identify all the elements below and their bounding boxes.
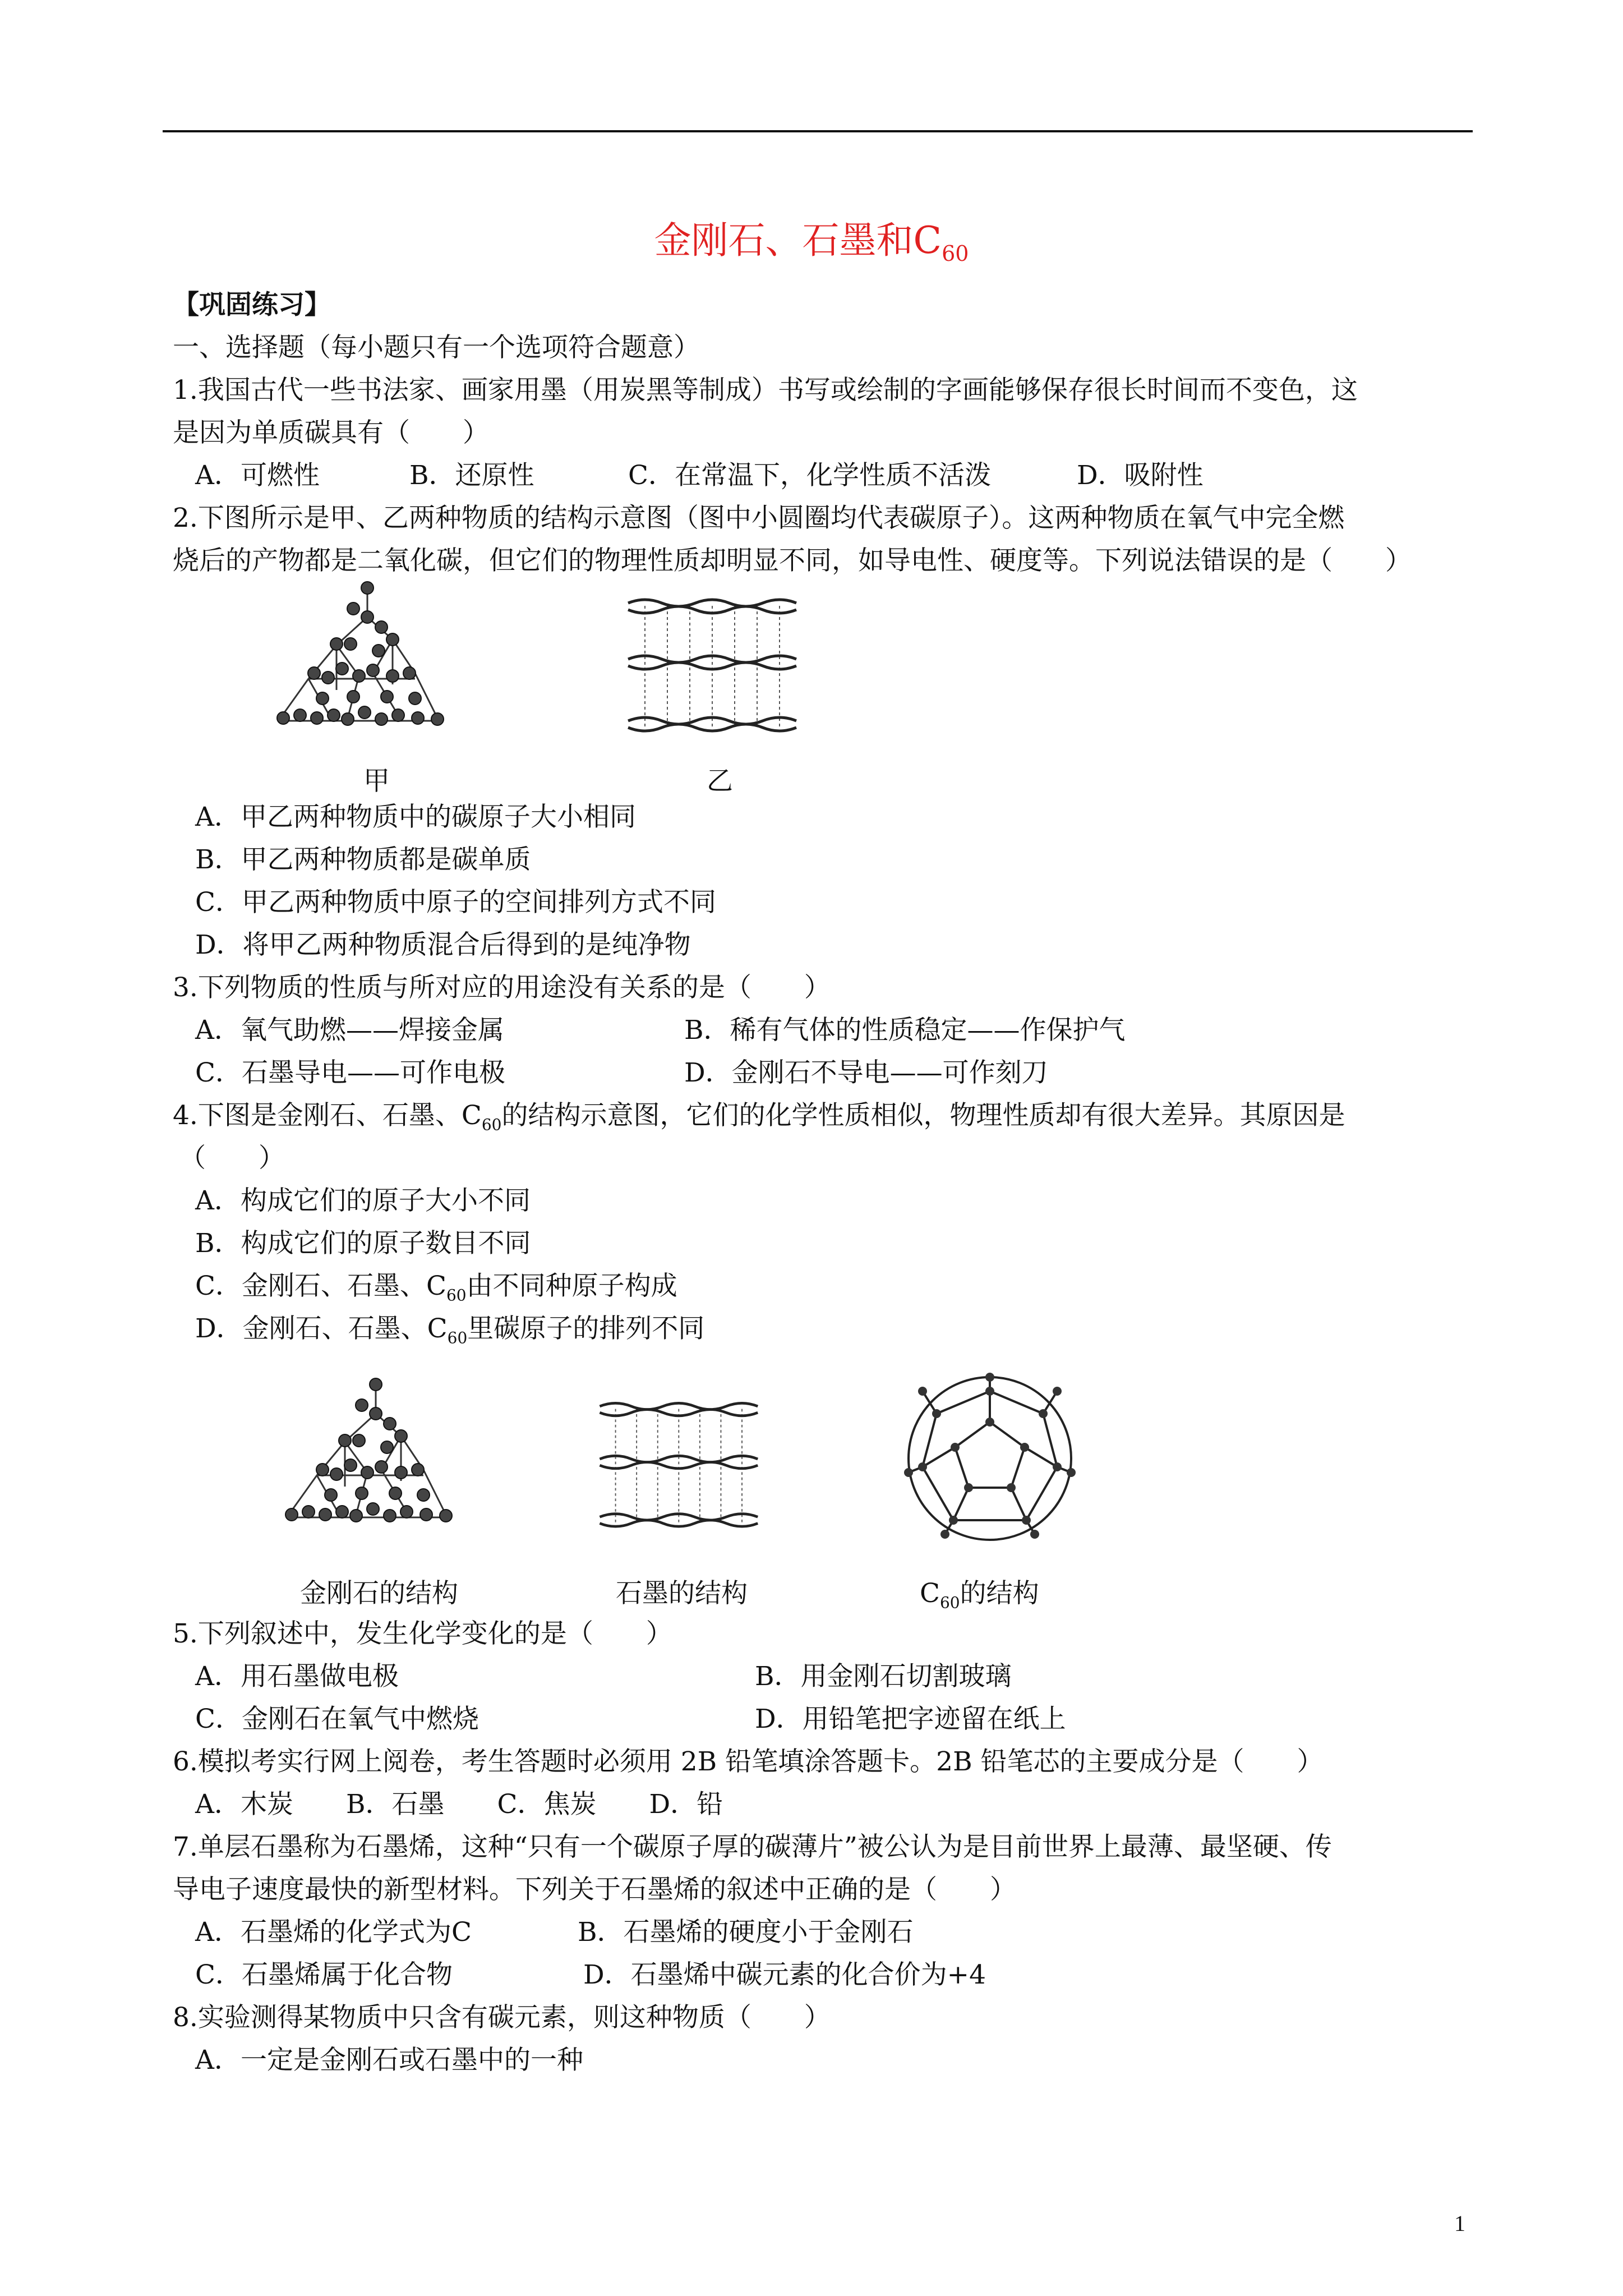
q3-option-d: D．金刚石不导电——可作刻刀	[684, 1057, 1048, 1088]
c60-caption: $C_{60}$的结构	[920, 1578, 1039, 1612]
q7-option-a: A．石墨烯的化学式为C	[195, 1917, 472, 1948]
q4-option-c: C．金刚石、石墨、$C_{60}$由不同种原子构成	[195, 1271, 677, 1305]
q1-line1: 1.我国古代一些书法家、画家用墨（用炭黑等制成）书写或绘制的字画能够保存很长时间而不变色，这	[173, 375, 1358, 406]
q5-option-c: C．金刚石在氧气中燃烧	[195, 1704, 479, 1734]
q6-options: A．木炭 B．石墨 C．焦炭 D．铅	[195, 1789, 723, 1820]
q8-line1: 8.实验测得某物质中只含有碳元素，则这种物质（ ）	[173, 2002, 831, 2033]
section-heading: 【巩固练习】	[173, 289, 331, 320]
q5-line1: 5.下列叙述中，发生化学变化的是（ ）	[173, 1618, 672, 1649]
q4-option-b: B．构成它们的原子数目不同	[195, 1228, 531, 1259]
q3-line1: 3.下列物质的性质与所对应的用途没有关系的是（ ）	[173, 972, 831, 1003]
q7-line2: 导电子速度最快的新型材料。下列关于石墨烯的叙述中正确的是（ ）	[173, 1874, 1016, 1905]
q3-option-a: A．氧气助燃——焊接金属	[195, 1015, 504, 1046]
figure-a-caption: 甲	[363, 766, 390, 797]
q1-option-b: B．还原性	[409, 460, 534, 491]
q4-line1: 4.下图是金刚石、石墨、$C_{60}$的结构示意图，它们的化学性质相似，物理性质却有很大差异。其原因是	[173, 1100, 1345, 1134]
q8-option-a: A．一定是金刚石或石墨中的一种	[195, 2045, 583, 2076]
q5-option-d: D．用铅笔把字迹留在纸上	[755, 1704, 1066, 1734]
q7-option-c: C．石墨烯属于化合物	[195, 1959, 453, 1990]
c60-structure-figure	[900, 1369, 1080, 1548]
q4-option-a: A．构成它们的原子大小不同	[195, 1185, 531, 1216]
q2-option-d: D．将甲乙两种物质混合后得到的是纯净物	[195, 930, 691, 960]
q7-option-b: B．石墨烯的硬度小于金刚石	[578, 1917, 914, 1948]
part-heading: 一、选择题（每小题只有一个选项符合题意）	[173, 332, 700, 363]
q7-option-d: D．石墨烯中碳元素的化合价为+4	[583, 1959, 986, 1990]
q1-option-d: D．吸附性	[1077, 460, 1204, 491]
q6-line1: 6.模拟考实行网上阅卷，考生答题时必须用 2B 铅笔填涂答题卡。2B 铅笔芯的主要成分是（ ）	[173, 1746, 1324, 1777]
q4-option-d: D．金刚石、石墨、$C_{60}$里碳原子的排列不同	[195, 1313, 705, 1347]
q2-line1: 2.下图所示是甲、乙两种物质的结构示意图（图中小圆圈均代表碳原子）。这两种物质在氧气中完全燃	[173, 503, 1345, 533]
q2-option-c: C．甲乙两种物质中原子的空间排列方式不同	[195, 887, 716, 918]
q1-line2: 是因为单质碳具有（ ）	[173, 417, 489, 448]
diamond-structure-figure-a	[269, 578, 454, 746]
header-rule	[163, 130, 1473, 132]
diamond-structure-figure	[269, 1374, 471, 1543]
q2-option-a: A．甲乙两种物质中的碳原子大小相同	[195, 802, 636, 832]
q3-option-c: C．石墨导电——可作电极	[195, 1057, 505, 1088]
graphite-structure-figure-b	[623, 592, 808, 743]
diamond-caption: 金刚石的结构	[300, 1578, 458, 1609]
q1-option-c: C．在常温下，化学性质不活泼	[628, 460, 991, 491]
figure-b-caption: 乙	[707, 766, 733, 797]
q3-option-b: B．稀有气体的性质稳定——作保护气	[684, 1015, 1126, 1046]
q2-option-b: B．甲乙两种物质都是碳单质	[195, 844, 531, 875]
page-number: 1	[1454, 2211, 1465, 2236]
q1-option-a: A．可燃性	[195, 460, 320, 491]
graphite-caption: 石墨的结构	[616, 1578, 748, 1609]
graphite-structure-figure	[594, 1386, 768, 1548]
page-title: 金刚石、石墨和$C_{60}$	[654, 219, 969, 266]
q7-line1: 7.单层石墨称为石墨烯，这种“只有一个碳原子厚的碳薄片”被公认为是目前世界上最薄、最坚硬、传	[173, 1832, 1332, 1862]
q2-line2: 烧后的产物都是二氧化碳，但它们的物理性质却明显不同，如导电性、硬度等。下列说法错误的是（ ）	[173, 545, 1412, 576]
q4-line2: （ ）	[179, 1143, 285, 1174]
q5-option-b: B．用金刚石切割玻璃	[755, 1661, 1012, 1692]
q5-option-a: A．用石墨做电极	[195, 1661, 399, 1692]
